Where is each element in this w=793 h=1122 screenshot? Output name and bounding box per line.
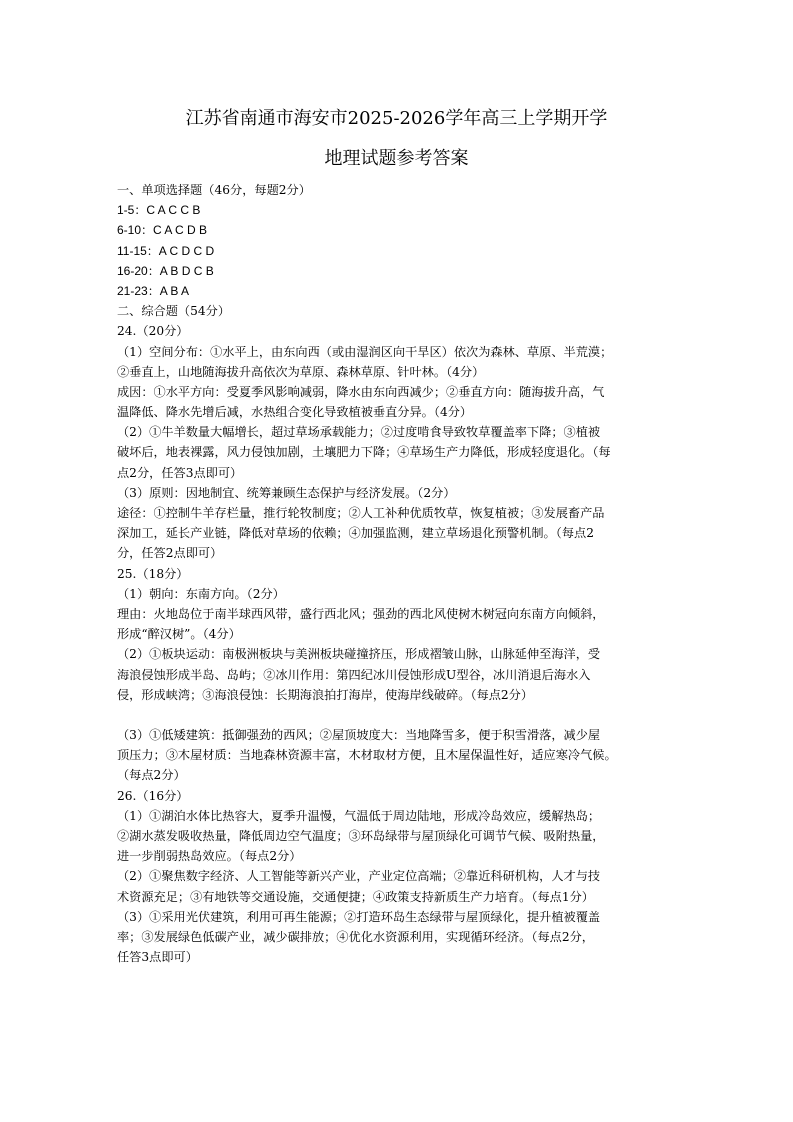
answer-text-line: 率；③发展绿色低碳产业，减少碳排放；④优化水资源利用，实现循环经济。（每点2分，	[117, 929, 594, 944]
answer-text-line: 理由：火地岛位于南半球西风带，盛行西北风；强劲的西北风使树木树冠向东南方向倾斜，	[117, 606, 605, 621]
answer-text-line: 顶压力；③木屋材质：当地森林资源丰富，木材取材方便，且木屋保温性好，适应寒冷气候。	[117, 748, 617, 763]
answer-text-line: （3）①采用光伏建筑，利用可再生能源；②打造环岛生态绿带与屋顶绿化，提升植被覆盖	[117, 909, 601, 924]
answer-text-line: 成因：①水平方向：受夏季风影响减弱，降水由东向西减少；②垂直方向：随海拔升高，气	[117, 384, 605, 399]
answer-text-line: （2）①板块运动：南极洲板块与美洲板块碰撞挤压，形成褶皱山脉，山脉延伸至海洋，受	[117, 647, 601, 662]
question-number: 26.（16分）	[117, 788, 189, 803]
answer-key-row: 1-5：C A C C B	[117, 203, 201, 218]
document-subtitle: 地理试题参考答案	[324, 148, 469, 169]
blank-line	[117, 705, 687, 725]
answer-key-row: 6-10：C A C D B	[117, 223, 208, 238]
answer-text-line: 破坏后，地表裸露，风力侵蚀加剧，土壤肥力下降；④草场生产力降低，形成轻度退化。（每	[117, 445, 611, 460]
answer-text-line: 海浪侵蚀形成半岛、岛屿；②冰川作用：第四纪冰川侵蚀形成U型谷，冰川消退后海水入	[117, 667, 591, 682]
question-number: 25.（18分）	[117, 566, 189, 581]
section-heading-single-choice: 一、单项选择题（46分，每题2分）	[117, 183, 311, 197]
answer-text-line: （2）①聚焦数字经济、人工智能等新兴产业，产业定位高端；②靠近科研机构，人才与技	[117, 869, 601, 884]
answer-text-line: （1）空间分布：①水平上，由东向西（或由湿润区向干旱区）依次为森林、草原、半荒漠；	[117, 344, 613, 359]
answer-text-line: 侵，形成峡湾；③海浪侵蚀：长期海浪拍打海岸，使海岸线破碎。（每点2分）	[117, 687, 534, 702]
section-heading-comprehensive: 二、综合题（54分）	[117, 304, 231, 319]
answer-text-line: ②湖水蒸发吸收热量，降低周边空气温度；③环岛绿带与屋顶绿化可调节气候、吸附热量，	[117, 829, 605, 843]
answer-key-row: 21-23：A B A	[117, 283, 190, 298]
answer-text-line: 形成“醉汉树”。（4分）	[117, 627, 241, 642]
answer-text-line: 分，任答2点即可）	[117, 546, 223, 561]
answer-text-line: （1）①湖泊水体比热容大，夏季升温慢，气温低于周边陆地，形成冷岛效应，缓解热岛；	[117, 808, 601, 823]
answer-text-line: 进一步削弱热岛效应。（每点2分）	[117, 849, 302, 864]
answer-text-line: （每点2分）	[117, 768, 186, 783]
answer-text-line: 术资源充足；③有地铁等交通设施，交通便捷；④政策支持新质生产力培育。（每点1分）	[117, 889, 594, 904]
answer-text-line: 任答3点即可）	[117, 950, 198, 965]
answer-text-line: （3）原则：因地制宜、统筹兼顾生态保护与经济发展。（2分）	[117, 485, 456, 500]
answer-text-line: （1）朝向：东南方向。（2分）	[117, 586, 285, 601]
answer-text-line: 深加工，延长产业链，降低对草场的依赖；④加强监测，建立草场退化预警机制。（每点2	[117, 526, 594, 541]
answer-text-line: （2）①牛羊数量大幅增长，超过草场承载能力；②过度啃食导致牧草覆盖率下降；③植被	[117, 425, 601, 440]
answer-body	[117, 180, 687, 967]
answer-text-line: ②垂直上，山地随海拔升高依次为草原、森林草原、针叶林。（4分）	[117, 364, 485, 379]
answer-key-row: 16-20：A B D C B	[117, 263, 214, 278]
question-number: 24.（20分）	[117, 324, 189, 339]
answer-text-line: 途径：①控制牛羊存栏量，推行轮牧制度；②人工补种优质牧草，恢复植被；③发展畜产品	[117, 506, 605, 520]
answer-text-line: 点2分，任答3点即可）	[117, 465, 243, 480]
answer-text-line: （3）①低矮建筑：抵御强劲的西风；②屋顶坡度大：当地降雪多，便于积雪滑落，减少屋	[117, 728, 601, 743]
document-title: 江苏省南通市海安市2025-2026学年高三上学期开学	[185, 108, 608, 129]
answer-text-line: 温降低、降水先增后减，水热组合变化导致植被垂直分异。（4分）	[117, 405, 473, 420]
answer-key-row: 11-15：A C D C D	[117, 243, 215, 258]
